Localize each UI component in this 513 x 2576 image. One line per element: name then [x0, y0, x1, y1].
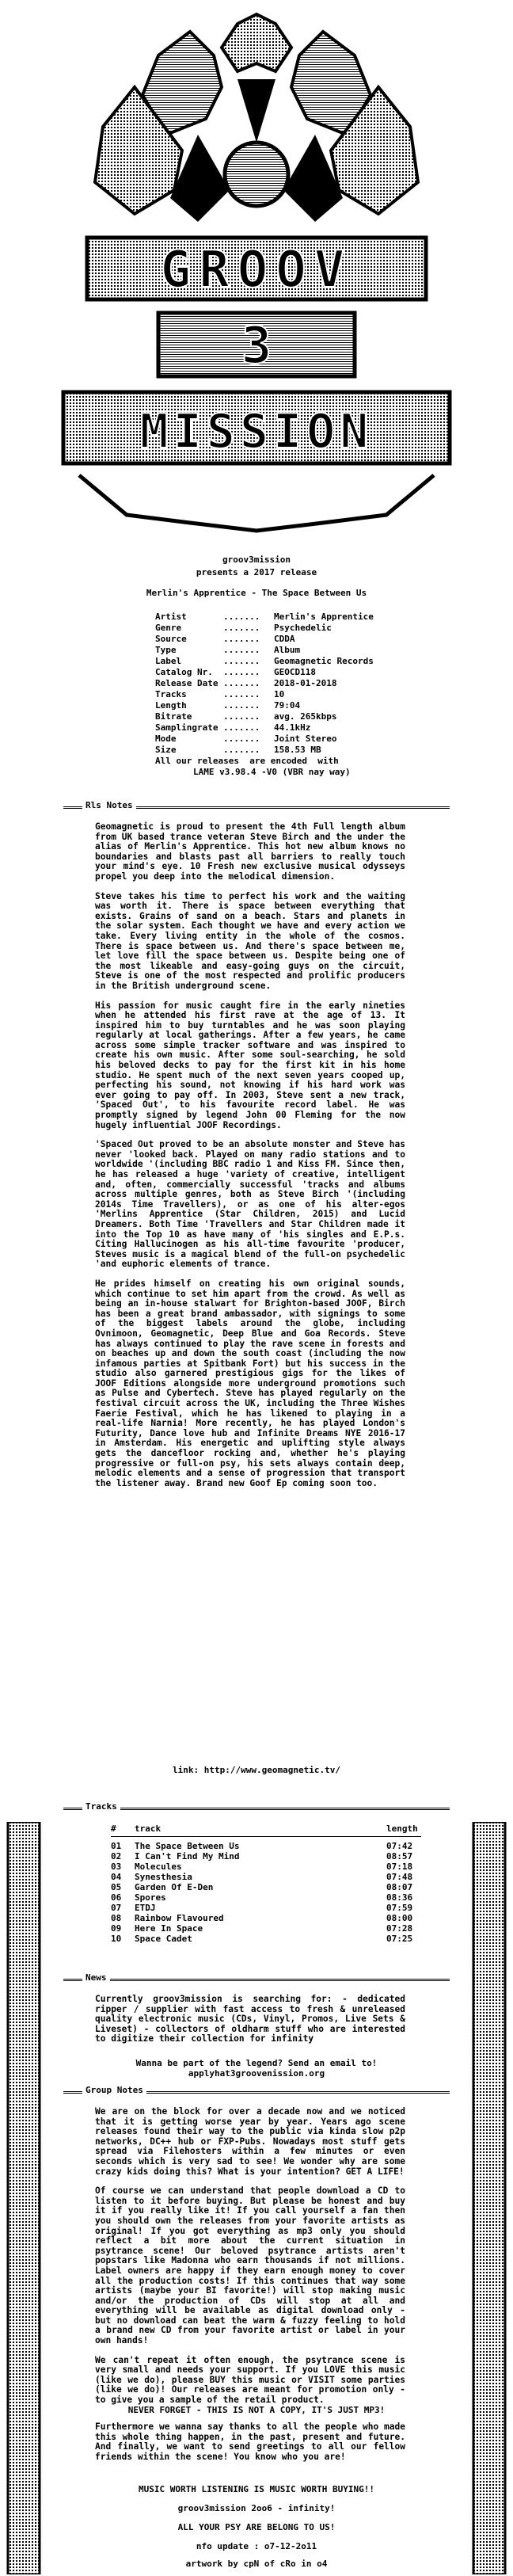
track-number: 08 [111, 1913, 122, 1923]
info-value: 2018-01-2018 [274, 678, 337, 688]
thanks-body [95, 2422, 405, 2471]
news-searching: Currently groov3mission is searching for: - dedicated ripper / supplier with fast access to fresh & unreleased quality electronic music (CDs, Vinyl, Promos, Live Sets & Liveset) - collectors of oldharm stuff who are interested to digitize their collection for infinity [95, 1994, 405, 2044]
info-value: 44.1kHz [274, 722, 311, 733]
info-dots: ....... [223, 745, 260, 755]
svg-text:3: 3 [241, 317, 272, 375]
info-row [155, 678, 408, 689]
info-dots: ....... [223, 623, 260, 633]
info-row [155, 667, 408, 678]
presenter-name: groov3mission [222, 554, 291, 565]
track-row [111, 1903, 420, 1913]
news-heading: News [82, 1972, 110, 1983]
info-value: GEOCD118 [274, 667, 316, 677]
track-title: Garden Of E-Den [135, 1882, 214, 1892]
tracks-col-length: length [386, 1823, 418, 1834]
track-length: 07:28 [386, 1923, 413, 1934]
track-number: 09 [111, 1923, 122, 1934]
info-dots: ....... [223, 667, 260, 677]
track-length: 08:07 [386, 1882, 413, 1892]
left-pillar-artwork [0, 1822, 55, 2574]
footer-worth-buying: MUSIC WORTH LISTENING IS MUSIC WORTH BUYING!! [138, 2484, 374, 2494]
info-key: Release Date [155, 678, 218, 688]
track-row [111, 1934, 420, 1944]
news-body [95, 1995, 405, 2054]
track-length: 07:25 [386, 1934, 413, 1944]
info-key: Artist [155, 612, 187, 622]
info-key: Label [155, 656, 182, 666]
rls-notes-paragraph: 'Spaced Out proved to be an absolute monster and Steve has never 'looked back. Played on many radio stations and to worldwide '(including BBC radio 1 and Kiss FM. Since then, he has released a huge 'variety of creative, intelligent and, often, commercially successful 'tracks and albums across multiple genres, both as Steve Birch '(including 2014s Time Travellers), or as one of his alter-egos 'Merlins Apprentice (Star Children, 2015) and Lucid Dreamers. Both Time 'Travellers and Star Children made it into the Top 10 as have many of 'his singles and E.P.s. Citing Hallucinogen as his all-time favourite 'producer, Steves music is a magical blend of the full-on psychedelic 'and euphoric elements of trance. [95, 1139, 405, 1270]
info-row [155, 711, 408, 722]
track-title: Here In Space [135, 1923, 203, 1934]
track-row [111, 1923, 420, 1934]
logo-text-groov [87, 238, 426, 299]
info-value: 79:04 [274, 700, 301, 711]
track-number: 05 [111, 1882, 122, 1892]
rls-notes-paragraph: Steve takes his time to perfect his work and the waiting was worth it. There is space between everything that exists. Grains of sand on a beach. Stars and planets in the solar system. Each thought we have and every action we take. Every living entity in the whole of the cosmos. There is space between us. And there's space between me, let love fill the space between us. Despite being one of the most likeable and easy-going guys on the circuit, Steve is one of the most respected and prolific producers in the British underground scene. [95, 890, 405, 991]
thanks-paragraph: Furthermore we wanna say thanks to all the people who made this whole thing happen, in the past, present and future. And finally, we want to send greetings to all our fellow friends within the scene! You know who you are! [95, 2422, 405, 2462]
info-dots: ....... [223, 645, 260, 655]
tracks-col-num: # [111, 1823, 116, 1834]
tracks-col-track: track [135, 1823, 162, 1834]
track-row [111, 1872, 420, 1882]
group-notes-paragraph: Of course we can understand that people download a CD to listen to it before buying. But please be honest and buy it if you really like it! If you call yourself a fan then you should own the releases from your favorite artists as original! If you got everything as mp3 only you should reflect a bit more about the current situation in psytrance scene! Our beloved psytrance artists aren't popstars like Madonna who earn thousands if not millions. Label owners are happy if they earn enough money to cover all the production costs! If this continues that way some artists (maybe your BI favorite!) will stop making music and/or the production of CDs will stop at all and everything will be available as digital download only - but no download can beat the warm & fuzzy feeling to hold a brand new CD from your favorite artist or label in your own hands! [95, 2185, 405, 2346]
track-title: Rainbow Flavoured [135, 1913, 224, 1923]
group-logo-artwork [0, 0, 513, 539]
info-value: CDDA [274, 634, 295, 644]
track-number: 03 [111, 1862, 122, 1872]
crown-ornament [95, 14, 418, 222]
logo-text-mission [63, 392, 450, 463]
track-title: The Space Between Us [135, 1841, 240, 1851]
info-value: Merlin's Apprentice [274, 612, 374, 622]
info-value: Album [274, 645, 301, 655]
track-title: I Can't Find My Mind [135, 1851, 240, 1862]
rls-notes-paragraph: He prides himself on creating his own original sounds, which continue to set him apart from the crowd. As well as being an in-house stalwart for Brighton-based JOOF, Birch has been a great brand ambassador, with signings to some of the biggest labels around the globe, including Ovnimoon, Geomagnetic, Deep Blue and Goa Records. Steve has always continued to play the rave scene in forests and on beaches up and down the south coast (including the now infamous parties at Spitbank Fort) but his success in the studio also garnered prestigious gigs for the likes of JOOF Editions alongside more underground promotions such as Pulse and Cybertech. Steve has played regularly on the festival circuit across the UK, including the Three Wishes Faerie Festival, which he has likened to playing in a real-life Narnia! More recently, he has played London's Futurity, Dance love hub and Infinite Dreams NYE 2016-17 in Amsterdam. His energetic and uplifting style always gets the dancefloor rocking and, whether he's playing progressive or full-on psy, his sets always contain deep, melodic elements and a sense of progression that transport the listener away. Brand new Goof Ep coming soon too. [95, 1278, 405, 1488]
info-dots: ....... [223, 678, 260, 688]
group-notes-heading: Group Notes [82, 2085, 146, 2095]
tracks-heading: Tracks [82, 1801, 120, 1812]
info-row [155, 656, 408, 667]
info-dots: ....... [223, 656, 260, 666]
track-number: 10 [111, 1934, 122, 1944]
release-title: Merlin's Apprentice - The Space Between Us [146, 588, 367, 598]
track-number: 02 [111, 1851, 122, 1862]
track-row [111, 1862, 420, 1872]
info-row [155, 634, 408, 645]
info-value: Psychedelic [274, 623, 332, 633]
info-row [155, 689, 408, 700]
group-notes-body [95, 2107, 405, 2415]
info-key: Source [155, 634, 187, 644]
track-number: 04 [111, 1872, 122, 1882]
track-length: 08:36 [386, 1892, 413, 1903]
info-key: Type [155, 645, 177, 655]
info-value: 10 [274, 689, 285, 699]
info-key: Bitrate [155, 711, 192, 722]
info-key: Catalog Nr. [155, 667, 213, 677]
info-key: Size [155, 745, 177, 755]
track-length: 07:59 [386, 1903, 413, 1913]
track-length: 08:57 [386, 1851, 413, 1862]
track-number: 01 [111, 1841, 122, 1851]
info-key: Tracks [155, 689, 187, 699]
label-link[interactable]: link: http://www.geomagnetic.tv/ [173, 1765, 340, 1775]
news-apply-email[interactable]: applyhat3groovenission.org [188, 2068, 325, 2079]
info-key: Genre [155, 623, 182, 633]
svg-text:GROOV: GROOV [160, 241, 353, 299]
encode-line-1: All our releases are encoded with [155, 756, 339, 766]
rls-notes-body [95, 822, 405, 1498]
info-row [155, 645, 408, 656]
track-title: Synesthesia [135, 1872, 192, 1882]
track-row [111, 1882, 420, 1892]
info-dots: ....... [223, 711, 260, 722]
info-value: Geomagnetic Records [274, 656, 374, 666]
info-row [155, 700, 408, 711]
info-dots: ....... [223, 689, 260, 699]
rls-notes-paragraph: His passion for music caught fire in the early nineties when he attended his first rave at the age of 13. It inspired him to buy turntables and he was soon playing regularly at local gatherings. After a few years, he came across some simple tracker software and was inspired to create his own music. After some soul-searching, he sold his beloved decks to pay for the first kit in his home studio. He spent much of the next seven years cooped up, perfecting his sound, not knowing if his hard work was ever going to pay off. In 2003, Steve sent a new track, 'Spaced Out', to his favourite record label. He was promptly signed by legend John 00 Fleming for the now hugely influential JOOF Recordings. [95, 1000, 405, 1130]
footer-group-years: groov3mission 2oo6 - infinity! [177, 2503, 336, 2513]
footer-artwork-credit: artwork by cpN of cRo in o4 [185, 2559, 328, 2569]
logo-text-3 [158, 313, 355, 376]
track-row [111, 1913, 420, 1923]
group-notes-paragraph: We are on the block for over a decade now and we noticed that it is getting worse year by year. Years ago scene releases found their way to the public via kinda slow p2p networks, DC++ hub or FXP-Pubs. Nowadays most stuff gets spread via Filehosters within a few minutes or even seconds which is very sad to see! We wonder why are some crazy kids doing this? What is your intention? GET A LIFE! [95, 2106, 405, 2177]
track-number: 06 [111, 1892, 122, 1903]
news-apply-prompt: Wanna be part of the legend? Send an email to! [135, 2058, 378, 2068]
tracks-divider [63, 1808, 450, 1810]
track-length: 07:18 [386, 1862, 413, 1872]
track-length: 07:42 [386, 1841, 413, 1851]
track-length: 08:00 [386, 1913, 413, 1923]
info-dots: ....... [223, 734, 260, 744]
group-notes-paragraph: We can't repeat it often enough, the psytrance scene is very small and needs your support. If you LOVE this music (like we do), please BUY this music or VISIT some parties (like we do)! Our releases are meant for promotion only - to give you a sample of the retail product. [95, 2354, 405, 2406]
news-divider [63, 1979, 450, 1981]
info-row [155, 623, 408, 634]
info-key: Samplingrate [155, 722, 218, 733]
right-pillar-artwork [458, 1822, 513, 2574]
track-row [111, 1851, 420, 1862]
info-key: Mode [155, 734, 177, 744]
rls-notes-heading: Rls Notes [82, 800, 136, 810]
never-forget-line: NEVER FORGET - THIS IS NOT A COPY, IT'S JUST MP3! [127, 2405, 386, 2415]
info-row [155, 722, 408, 734]
svg-text:MISSION: MISSION [139, 404, 374, 459]
track-row [111, 1841, 420, 1851]
track-length: 07:48 [386, 1872, 413, 1882]
info-dots: ....... [223, 722, 260, 733]
info-value: Joint Stereo [274, 734, 337, 744]
track-row [111, 1892, 420, 1903]
footer-all-your-psy: ALL YOUR PSY ARE BELONG TO US! [177, 2522, 336, 2532]
track-number: 07 [111, 1903, 122, 1913]
tracks-header-rule [111, 1836, 421, 1837]
encode-line-2: LAME v3.98.4 -V0 (VBR nay way) [193, 767, 351, 777]
info-key: Length [155, 700, 187, 711]
info-value: 158.53 MB [274, 745, 321, 755]
track-title: ETDJ [135, 1903, 156, 1913]
info-row [155, 612, 408, 623]
track-title: Molecules [135, 1862, 182, 1872]
info-row [155, 734, 408, 745]
info-dots: ....... [223, 700, 260, 711]
rls-notes-paragraph: Geomagnetic is proud to present the 4th Full length album from UK based trance veteran Steve Birch and the under the alias of Merlin's Apprentice. This hot new album knows no boundaries and blasts past all barriers to really touch your mind's eye. 10 Fresh new exclusive musical odysseys propel you deep into the melodical dimension. [95, 821, 405, 882]
info-row [155, 745, 408, 756]
info-value: avg. 265kbps [274, 711, 337, 722]
track-title: Space Cadet [135, 1934, 192, 1944]
info-dots: ....... [223, 612, 260, 622]
info-dots: ....... [223, 634, 260, 644]
track-title: Spores [135, 1892, 166, 1903]
presents-line: presents a 2017 release [196, 567, 317, 577]
footer-update: nfo update : o7-12-2o11 [196, 2541, 317, 2551]
